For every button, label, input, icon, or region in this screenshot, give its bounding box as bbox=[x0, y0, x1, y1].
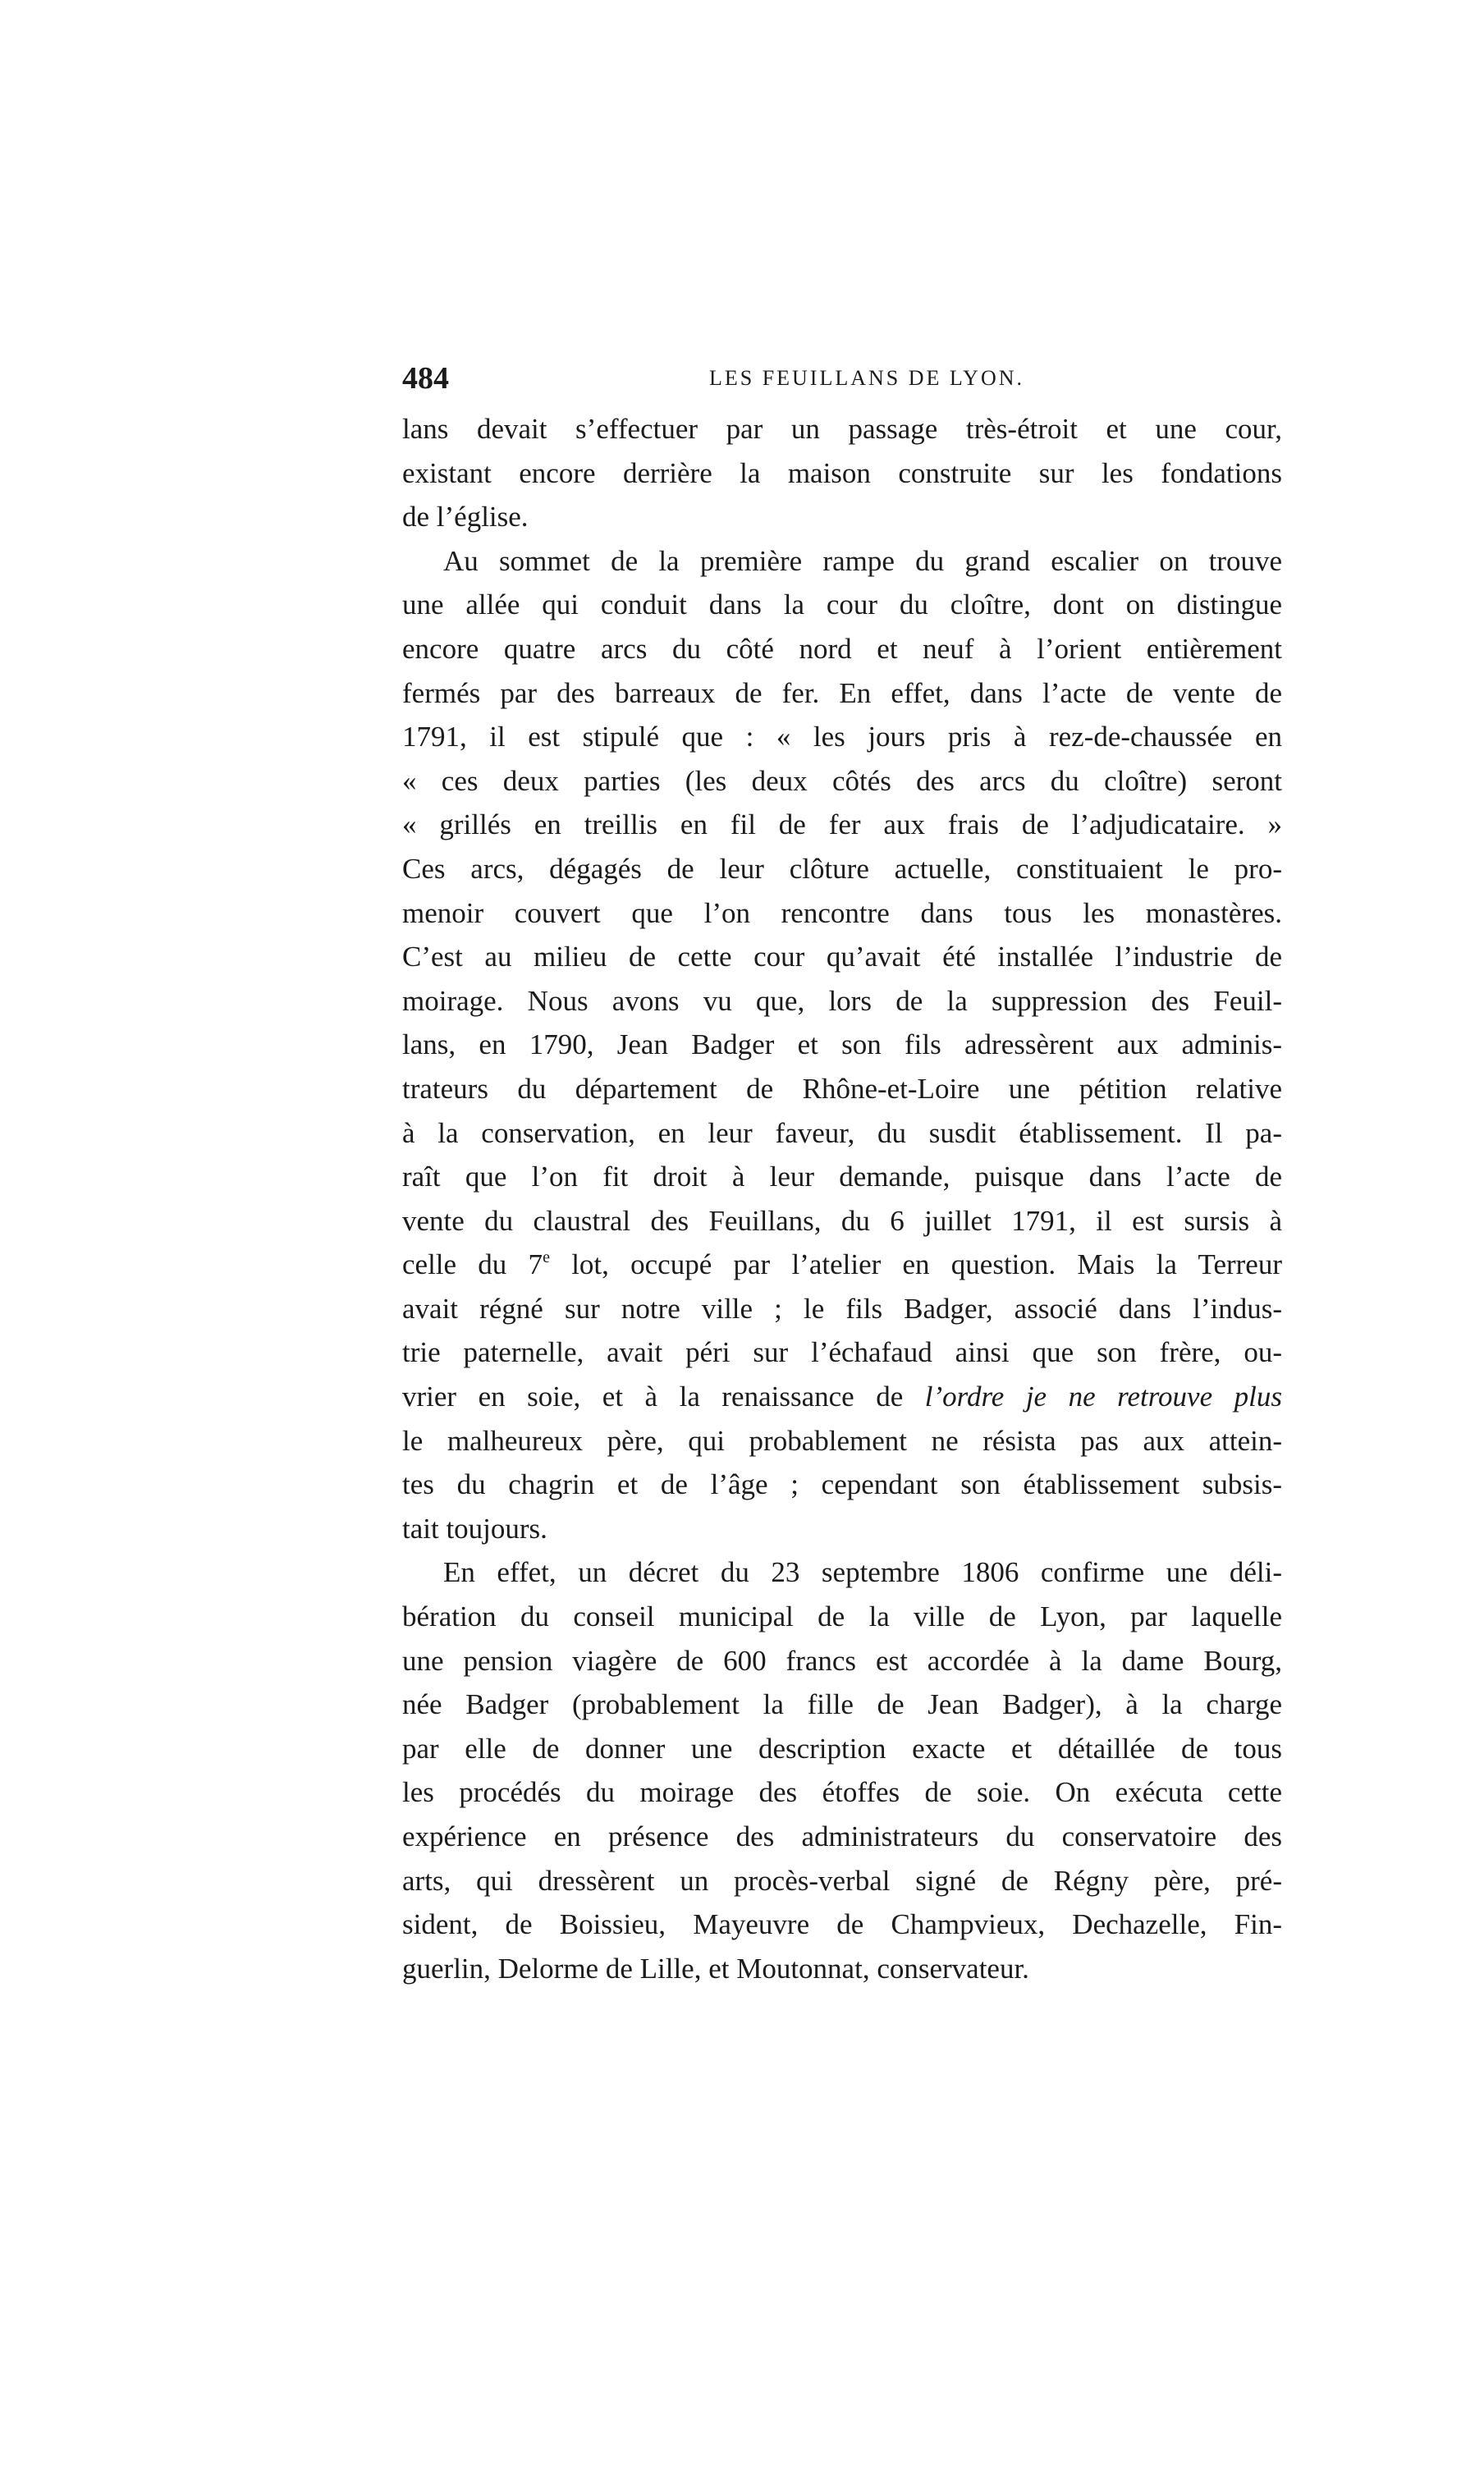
text-line bbox=[402, 1155, 1282, 1199]
line-text: « ces deux parties (les deux côtés des arcs du cloître) seront bbox=[402, 764, 1282, 797]
text-line bbox=[402, 759, 1282, 804]
page-header bbox=[402, 358, 1282, 399]
text-line bbox=[402, 1770, 1282, 1815]
line-text: les procédés du moirage des étoffes de soie. On exécuta cette bbox=[402, 1776, 1282, 1809]
line-text: trateurs du département de Rhône-et-Loire une pétition relative bbox=[402, 1072, 1282, 1105]
line-text: trie paternelle, avait péri sur l’échafaud ainsi que son frère, ou- bbox=[402, 1336, 1282, 1369]
line-text: 1791, il est stipulé que : « les jours pris à rez-de-chaussée en bbox=[402, 721, 1282, 753]
line-text: menoir couvert que l’on rencontre dans tous les monastères. bbox=[402, 896, 1282, 929]
line-text: fermés par des barreaux de fer. En effet, dans l’acte de vente de bbox=[402, 676, 1282, 709]
line-text: encore quatre arcs du côté nord et neuf à l’orient entièrement bbox=[402, 632, 1282, 665]
text-line bbox=[402, 1419, 1282, 1463]
line-text: celle du 7 bbox=[402, 1248, 543, 1281]
line-text: lans, en 1790, Jean Badger et son fils adressèrent aux adminis- bbox=[402, 1028, 1282, 1061]
text-line bbox=[402, 1727, 1282, 1771]
text-line bbox=[402, 1199, 1282, 1243]
line-text: vente du claustral des Feuillans, du 6 juillet 1791, il est sursis à bbox=[402, 1204, 1282, 1237]
line-text: tes du chagrin et de l’âge ; cependant son établissement subsis- bbox=[402, 1468, 1282, 1501]
line-text: le malheureux père, qui probablement ne résista pas aux attein- bbox=[402, 1424, 1282, 1457]
line-text: par elle de donner une description exacte et détaillée de tous bbox=[402, 1732, 1282, 1765]
text-line bbox=[402, 495, 1282, 539]
text-line bbox=[402, 1815, 1282, 1859]
text-line bbox=[402, 1243, 1282, 1287]
line-text: guerlin, Delorme de Lille, et Moutonnat, conservateur. bbox=[402, 1952, 1029, 1985]
line-text: lans devait s’effectuer par un passage très-étroit et une cour, bbox=[402, 413, 1282, 445]
text-line bbox=[402, 1639, 1282, 1683]
body-text bbox=[402, 407, 1282, 1990]
line-text: tait toujours. bbox=[402, 1512, 547, 1545]
line-text: expérience en présence des administrateurs du conservatoire des bbox=[402, 1820, 1282, 1852]
line-text: de l’église. bbox=[402, 501, 529, 533]
line-text: moirage. Nous avons vu que, lors de la suppression des Feuil- bbox=[402, 984, 1282, 1017]
line-text: En effet, un décret du 23 septembre 1806 confirme une déli- bbox=[443, 1556, 1282, 1589]
text-line bbox=[402, 1859, 1282, 1903]
text-line bbox=[402, 451, 1282, 496]
line-text: Ces arcs, dégagés de leur clôture actuelle, constituaient le pro- bbox=[402, 852, 1282, 885]
text-line bbox=[402, 1683, 1282, 1727]
italic-text: l’ordre je ne retrouve plus bbox=[924, 1381, 1282, 1413]
line-text: une allée qui conduit dans la cour du cloître, dont on distingue bbox=[402, 588, 1282, 621]
text-line bbox=[402, 1067, 1282, 1111]
text-line bbox=[402, 1463, 1282, 1507]
text-line bbox=[402, 803, 1282, 847]
text-line bbox=[402, 407, 1282, 451]
text-line bbox=[402, 1330, 1282, 1375]
text-line bbox=[402, 1023, 1282, 1067]
superscript-text: e bbox=[543, 1248, 550, 1267]
text-line bbox=[402, 671, 1282, 716]
text-line bbox=[402, 1111, 1282, 1156]
text-line bbox=[402, 935, 1282, 979]
line-text: lot, occupé par l’atelier en question. Mais la Terreur bbox=[549, 1248, 1282, 1281]
line-text: C’est au milieu de cette cour qu’avait été installée l’industrie de bbox=[402, 941, 1282, 973]
text-line bbox=[402, 1507, 1282, 1551]
line-text: Au sommet de la première rampe du grand escalier on trouve bbox=[443, 544, 1282, 577]
text-line bbox=[402, 1375, 1282, 1419]
text-line bbox=[402, 979, 1282, 1023]
text-line bbox=[402, 627, 1282, 671]
line-text: raît que l’on fit droit à leur demande, puisque dans l’acte de bbox=[402, 1161, 1282, 1193]
line-text: bération du conseil municipal de la ville de Lyon, par laquelle bbox=[402, 1600, 1282, 1633]
text-line bbox=[402, 539, 1282, 584]
text-line bbox=[402, 1903, 1282, 1947]
text-line bbox=[402, 1287, 1282, 1331]
line-text: avait régné sur notre ville ; le fils Badger, associé dans l’indus- bbox=[402, 1292, 1282, 1325]
running-title: LES FEUILLANS DE LYON. bbox=[708, 366, 1025, 390]
text-line bbox=[402, 715, 1282, 759]
line-text: née Badger (probablement la fille de Jean Badger), à la charge bbox=[402, 1688, 1282, 1721]
line-text: à la conservation, en leur faveur, du susdit établissement. Il pa- bbox=[402, 1116, 1282, 1149]
line-text: existant encore derrière la maison construite sur les fondations bbox=[402, 456, 1282, 489]
page-number: 484 bbox=[402, 361, 449, 396]
line-text: vrier en soie, et à la renaissance de bbox=[402, 1381, 925, 1413]
text-line bbox=[402, 1595, 1282, 1639]
line-text: arts, qui dressèrent un procès-verbal signé de Régny père, pré- bbox=[402, 1864, 1282, 1897]
text-line bbox=[402, 583, 1282, 627]
text-line bbox=[402, 1550, 1282, 1595]
text-line bbox=[402, 891, 1282, 936]
line-text: sident, de Boissieu, Mayeuvre de Champvieux, Dechazelle, Fin- bbox=[402, 1908, 1282, 1941]
text-line bbox=[402, 847, 1282, 891]
text-line bbox=[402, 1947, 1282, 1991]
line-text: une pension viagère de 600 francs est accordée à la dame Bourg, bbox=[402, 1644, 1282, 1677]
line-text: « grillés en treillis en fil de fer aux frais de l’adjudicataire. » bbox=[402, 808, 1282, 841]
